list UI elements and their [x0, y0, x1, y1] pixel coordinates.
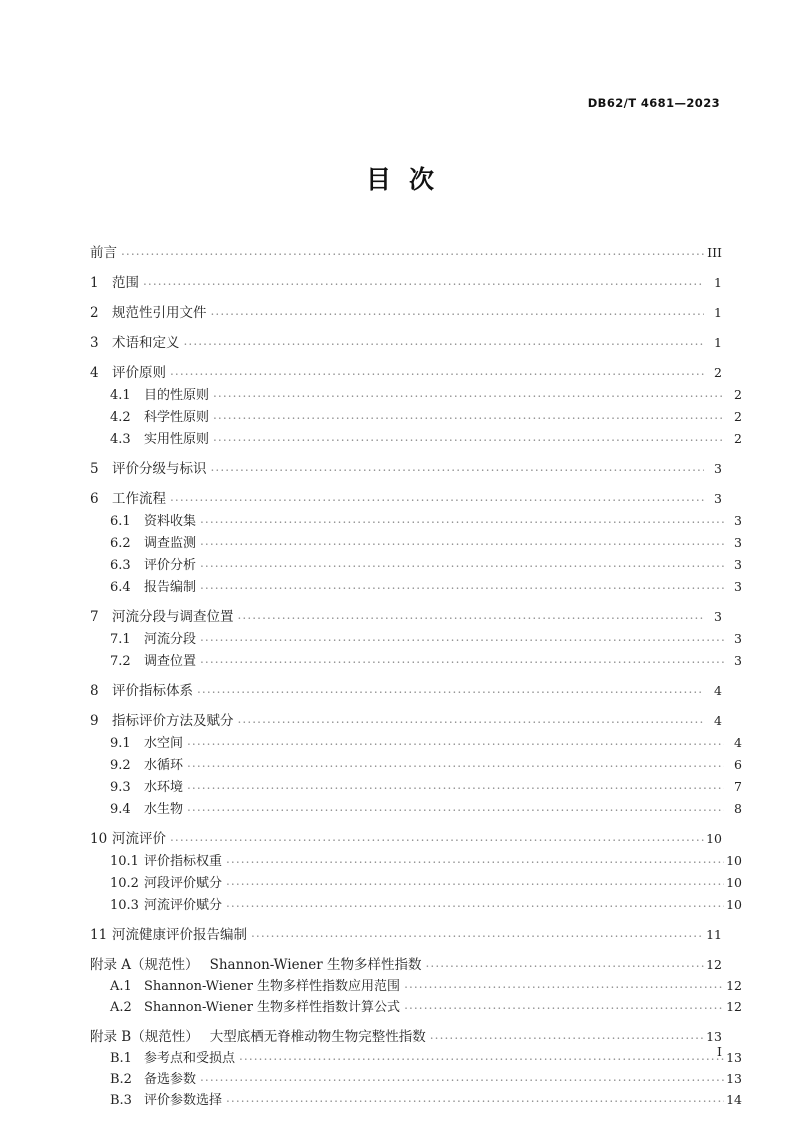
toc-entry-page-number: 12 [726, 999, 742, 1014]
toc-entry[interactable] [90, 829, 722, 846]
toc-entry[interactable] [90, 512, 742, 528]
toc-entry-page-number: 3 [734, 579, 742, 594]
toc-entry-page-number: 3 [714, 460, 722, 476]
toc-entry-number: B.3 [110, 1093, 132, 1108]
toc-leader-dots [200, 630, 724, 643]
document-standard-code-header: DB62/T 4681—2023 [587, 96, 720, 110]
toc-entry[interactable] [90, 734, 742, 750]
toc-entry-label: 评价原则 [112, 364, 166, 381]
toc-entry-label: 河流分段与调查位置 [112, 608, 234, 625]
toc-entry[interactable] [90, 711, 722, 728]
toc-leader-dots [200, 1070, 724, 1083]
toc-entry-number: 9 [90, 712, 99, 729]
toc-entry-page-number: 3 [734, 653, 742, 668]
toc-entry-number: 10 [90, 830, 108, 847]
toc-entry-label: 规范性引用文件 [112, 304, 207, 321]
toc-leader-dots [170, 363, 704, 377]
toc-entry-number: 9.1 [110, 736, 131, 751]
toc-entry-number: B.1 [110, 1051, 132, 1066]
toc-entry-page-number: 12 [706, 956, 722, 972]
toc-entry-number: 7 [90, 608, 99, 625]
toc-leader-dots [200, 578, 724, 591]
toc-entry-label: 水循环 [144, 758, 184, 773]
toc-leader-dots [187, 800, 724, 813]
toc-entry[interactable] [90, 977, 742, 993]
toc-entry[interactable] [90, 1070, 742, 1086]
toc-entry-label: 前言 [90, 244, 117, 261]
toc-entry-page-number: 13 [726, 1050, 742, 1065]
toc-leader-dots [187, 734, 724, 747]
toc-entry[interactable] [90, 1027, 722, 1044]
toc-entry-number: 6.3 [110, 558, 131, 573]
toc-entry-page-number: 4 [714, 712, 722, 728]
toc-entry-page-number: 8 [734, 801, 742, 816]
toc-leader-dots [121, 243, 704, 257]
toc-entry-page-number: 3 [734, 557, 742, 572]
toc-entry-number: 3 [90, 334, 99, 351]
toc-entry-label: 报告编制 [144, 580, 197, 595]
footer-page-number: I [717, 1044, 722, 1059]
toc-entry-label: Shannon-Wiener 生物多样性指数计算公式 [144, 1000, 401, 1015]
toc-entry[interactable] [90, 778, 742, 794]
toc-entry-page-number: 10 [726, 897, 742, 912]
toc-leader-dots [226, 874, 724, 887]
toc-leader-dots [238, 711, 705, 725]
toc-entry-label: Shannon-Wiener 生物多样性指数应用范围 [144, 979, 401, 994]
toc-leader-dots [226, 896, 724, 909]
toc-entry-label: 指标评价方法及赋分 [112, 712, 234, 729]
toc-entry[interactable] [90, 1091, 742, 1107]
toc-entry-number: 6.2 [110, 536, 131, 551]
toc-entry-page-number: 6 [734, 757, 742, 772]
toc-entry[interactable] [90, 998, 742, 1014]
toc-entry[interactable] [90, 652, 742, 668]
toc-leader-dots [170, 489, 704, 503]
page-title: 目次 [365, 165, 452, 194]
toc-entry-label: 科学性原则 [144, 410, 210, 425]
toc-entry[interactable] [90, 874, 742, 890]
toc-entry-page-number: 12 [726, 978, 742, 993]
toc-entry-page-number: 1 [714, 304, 722, 320]
toc-leader-dots [430, 1027, 704, 1041]
toc-entry-page-number: 2 [734, 409, 742, 424]
toc-entry[interactable] [90, 459, 722, 476]
toc-entry[interactable] [90, 430, 742, 446]
toc-leader-dots [187, 778, 724, 791]
toc-leader-dots [211, 459, 705, 473]
toc-leader-dots [200, 652, 724, 665]
toc-entry-page-number: 4 [714, 682, 722, 698]
toc-entry-number: 1 [90, 274, 99, 291]
toc-entry-number: 10.2 [110, 876, 139, 891]
toc-entry-label: 工作流程 [112, 490, 166, 507]
toc-leader-dots [211, 303, 705, 317]
toc-entry[interactable] [90, 578, 742, 594]
toc-entry-label: 河段评价赋分 [144, 876, 223, 891]
toc-entry-label: 河流分段 [144, 632, 197, 647]
toc-entry-number: 9.3 [110, 780, 131, 795]
toc-entry-number: 6.4 [110, 580, 131, 595]
toc-leader-dots [213, 386, 724, 399]
toc-entry-label: 调查位置 [144, 654, 197, 669]
toc-entry-number: 11 [90, 926, 108, 943]
toc-entry-number: 7.2 [110, 654, 131, 669]
toc-entry-label: 调查监测 [144, 536, 197, 551]
toc-entry-label: 评价指标权重 [144, 854, 223, 869]
toc-leader-dots [143, 273, 704, 287]
toc-entry-page-number: 14 [726, 1092, 742, 1107]
toc-entry-label: 参考点和受损点 [144, 1051, 236, 1066]
toc-entry-page-number: 3 [734, 631, 742, 646]
table-of-contents [90, 243, 742, 1108]
toc-entry-page-number: 10 [726, 875, 742, 890]
toc-leader-dots [404, 998, 724, 1011]
toc-entry[interactable] [90, 386, 742, 402]
toc-leader-dots [187, 756, 724, 769]
toc-entry[interactable] [90, 408, 742, 424]
toc-entry[interactable] [90, 556, 742, 572]
toc-entry-page-number: 11 [706, 926, 722, 942]
toc-entry-label: 备选参数 [144, 1072, 197, 1087]
toc-entry-number: A.1 [110, 979, 132, 994]
toc-entry-page-number: 3 [734, 535, 742, 550]
toc-entry[interactable] [90, 489, 722, 506]
toc-entry-label: 评价指标体系 [112, 682, 193, 699]
toc-leader-dots [238, 607, 705, 621]
toc-entry-number: 4 [90, 364, 99, 381]
toc-entry[interactable] [90, 273, 722, 290]
toc-leader-dots [404, 977, 724, 990]
toc-entry-number: 7.1 [110, 632, 131, 647]
toc-entry-label: 附录 A（规范性） Shannon-Wiener 生物多样性指数 [90, 956, 422, 973]
toc-entry-number: 6 [90, 490, 99, 507]
toc-leader-dots [184, 333, 705, 347]
toc-leader-dots [170, 829, 704, 843]
toc-leader-dots [200, 556, 724, 569]
toc-entry[interactable] [90, 607, 722, 624]
toc-leader-dots [425, 955, 704, 969]
toc-entry-page-number: 2 [734, 431, 742, 446]
toc-entry[interactable] [90, 534, 742, 550]
toc-entry-page-number: 1 [714, 274, 722, 290]
toc-entry-label: 附录 B（规范性） 大型底栖无脊椎动物生物完整性指数 [90, 1028, 426, 1045]
toc-entry-page-number: 2 [734, 387, 742, 402]
toc-entry-page-number: 13 [726, 1071, 742, 1086]
toc-entry-page-number: 3 [734, 513, 742, 528]
toc-leader-dots [226, 1091, 724, 1104]
toc-entry-number: 9.4 [110, 802, 131, 817]
toc-leader-dots [200, 512, 724, 525]
toc-entry[interactable] [90, 800, 742, 816]
toc-entry-page-number: 1 [714, 334, 722, 350]
toc-entry-number: A.2 [110, 1000, 132, 1015]
toc-entry[interactable] [90, 630, 742, 646]
toc-entry-page-number: 3 [714, 490, 722, 506]
toc-entry[interactable] [90, 955, 722, 972]
toc-entry-number: 4.3 [110, 432, 131, 447]
toc-entry-label: 实用性原则 [144, 432, 210, 447]
toc-entry-label: 评价分级与标识 [112, 460, 207, 477]
toc-entry-page-number: 10 [706, 830, 722, 846]
toc-entry-number: 10.3 [110, 898, 139, 913]
toc-entry-label: 河流评价 [112, 830, 166, 847]
toc-leader-dots [226, 852, 724, 865]
toc-entry-label: 评价参数选择 [144, 1093, 223, 1108]
toc-entry-number: B.2 [110, 1072, 132, 1087]
toc-leader-dots [251, 925, 704, 939]
toc-entry-number: 6.1 [110, 514, 131, 529]
toc-entry-page-number: 2 [714, 364, 722, 380]
toc-entry-label: 水空间 [144, 736, 184, 751]
toc-entry-label: 河流评价赋分 [144, 898, 223, 913]
toc-entry-label: 评价分析 [144, 558, 197, 573]
toc-entry-label: 目的性原则 [144, 388, 210, 403]
toc-entry-page-number: III [707, 244, 722, 260]
toc-entry[interactable] [90, 925, 722, 942]
toc-entry[interactable] [90, 681, 722, 698]
toc-leader-dots [213, 408, 724, 421]
toc-leader-dots [200, 534, 724, 547]
toc-entry-label: 术语和定义 [112, 334, 180, 351]
toc-entry-number: 2 [90, 304, 99, 321]
toc-entry-number: 4.2 [110, 410, 131, 425]
toc-leader-dots [213, 430, 724, 443]
toc-entry-number: 9.2 [110, 758, 131, 773]
toc-entry-page-number: 13 [706, 1028, 722, 1044]
toc-entry-page-number: 10 [726, 853, 742, 868]
toc-entry-label: 河流健康评价报告编制 [112, 926, 247, 943]
toc-entry-page-number: 3 [714, 608, 722, 624]
toc-entry[interactable] [90, 896, 742, 912]
toc-entry[interactable] [90, 363, 722, 380]
toc-entry[interactable] [90, 756, 742, 772]
toc-entry-number: 10.1 [110, 854, 139, 869]
toc-leader-dots [197, 681, 704, 695]
toc-entry-label: 水环境 [144, 780, 184, 795]
toc-entry-page-number: 7 [734, 779, 742, 794]
toc-entry-label: 水生物 [144, 802, 184, 817]
toc-entry-label: 资料收集 [144, 514, 197, 529]
toc-entry[interactable] [90, 333, 722, 350]
toc-entry[interactable] [90, 852, 742, 868]
toc-entry-page-number: 4 [734, 735, 742, 750]
toc-entry-number: 4.1 [110, 388, 131, 403]
toc-entry[interactable] [90, 303, 722, 320]
toc-entry-number: 5 [90, 460, 99, 477]
toc-entry-number: 8 [90, 682, 99, 699]
toc-entry[interactable] [90, 243, 722, 260]
toc-entry-label: 范围 [112, 274, 139, 291]
